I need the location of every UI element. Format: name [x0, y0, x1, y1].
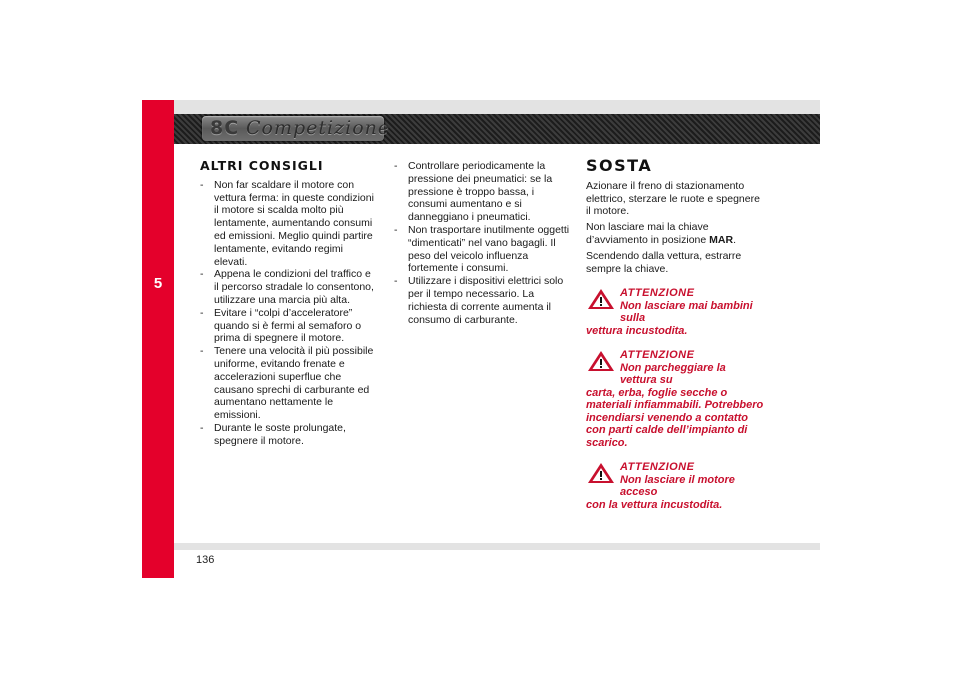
- warning-text: Non lasciare mai bambini sulla vettura incustodita.: [586, 299, 753, 337]
- sosta-paragraph-1: Azionare il freno di stazionamento elettrico, sterzare le ruote e spegnere il motore.: [586, 179, 760, 218]
- section-heading-sosta: SOSTA: [586, 156, 653, 175]
- column-left: [200, 160, 378, 448]
- section-heading-altri-consigli: ALTRI CONSIGLI: [200, 158, 324, 173]
- page-number: 136: [196, 554, 215, 566]
- logo-model: 8C: [210, 117, 240, 139]
- warning-box: [586, 349, 764, 449]
- list-item: - Non far scaldare il motore con vettura ferma: in queste condizioni il motore si scalda molto più lentamente, aumentando consumi ed emissioni. Meglio quindi partire lentamente, evitando regimi elevati.: [200, 178, 374, 268]
- list-item: - Evitare i “colpi d’acceleratore” quando si è fermi al semaforo o prima di spegnere il motore.: [200, 306, 362, 345]
- warning-box: [586, 461, 764, 511]
- list-item: - Non trasportare inutilmente oggetti “dimenticati” nel vano bagagli. Il peso del veicolo influenza fortemente i consumi.: [394, 223, 570, 275]
- warning-triangle-icon: [586, 287, 616, 311]
- key-position-mar: MAR: [709, 233, 734, 246]
- tips-list: [200, 179, 378, 448]
- warning-text: Non lasciare il motore acceso con la vettura incustodita.: [586, 473, 735, 511]
- warning-box: [586, 287, 764, 337]
- chapter-number: 5: [153, 275, 163, 292]
- sosta-paragraph-3: Scendendo dalla vettura, estrarre sempre la chiave.: [586, 249, 742, 275]
- column-right: [586, 156, 764, 511]
- competizione-logo: [202, 116, 391, 141]
- warning-triangle-icon: [586, 349, 616, 373]
- warning-title: ATTENZIONE: [620, 461, 695, 474]
- list-item: - Appena le condizioni del traffico e il percorso stradale lo consentono, utilizzare una marcia più alta.: [200, 268, 374, 306]
- warning-triangle-icon: [586, 461, 616, 485]
- warning-text: Non parcheggiare la vettura su carta, erba, foglie secche o materiali infiammabili. Potrebbero incendiarsi venendo a contatto con parti calde dell’impianto di scarico.: [586, 361, 764, 449]
- sosta-paragraph-2: Non lasciare mai la chiave d’avviamento in posizione MAR.: [586, 221, 736, 246]
- list-item: - Utilizzare i dispositivi elettrici solo per il tempo necessario. La richiesta di corrente aumenta il consumo di carburante.: [394, 275, 564, 326]
- footer-strip: [174, 543, 820, 550]
- column-middle: [394, 160, 572, 326]
- warning-title: ATTENZIONE: [620, 287, 695, 300]
- list-item: - Controllare periodicamente la pressione dei pneumatici: se la pressione è troppo bassa, i consumi aumentano e si danneggiano i pneumatici.: [394, 160, 553, 224]
- header-banner: [174, 114, 820, 144]
- tips-list-continued: [394, 160, 572, 326]
- warning-title: ATTENZIONE: [620, 349, 695, 362]
- list-item: - Tenere una velocità il più possibile uniforme, evitando frenate e accelerazioni superflue che causano sprechi di carburante ed aumentano nettamente le emissioni.: [200, 345, 374, 422]
- logo-script: Competizione: [246, 117, 391, 139]
- list-item: - Durante le soste prolungate, spegnere il motore.: [200, 421, 346, 447]
- header-strip: [174, 100, 820, 114]
- chapter-sidebar: [142, 100, 174, 578]
